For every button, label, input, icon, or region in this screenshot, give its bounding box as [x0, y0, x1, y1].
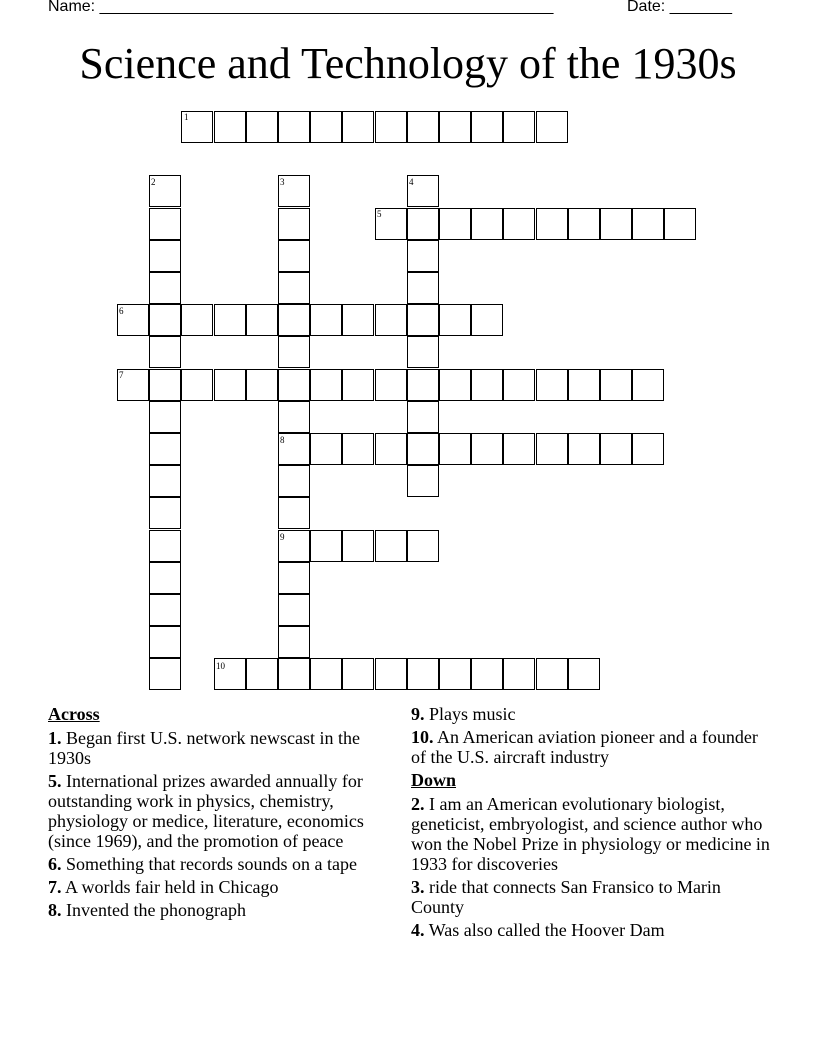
clue-number-2: 2	[151, 177, 156, 187]
clue-across-1	[48, 728, 400, 768]
clue-number: 4.	[411, 920, 425, 940]
clue-text: I am an American evolutionary biologist, geneticist, embryologist, and science author who won the Nobel Prize in physiology or medicine in 1933 for discoveries	[411, 794, 770, 874]
grid-cell[interactable]	[278, 272, 310, 304]
grid-cell[interactable]	[246, 369, 278, 401]
grid-cell[interactable]	[278, 240, 310, 272]
grid-cell[interactable]	[278, 497, 310, 529]
grid-cell[interactable]	[278, 401, 310, 433]
clue-text: Was also called the Hoover Dam	[428, 920, 665, 940]
clue-number: 3.	[411, 877, 425, 897]
grid-cell[interactable]	[407, 240, 439, 272]
grid-cell[interactable]	[664, 208, 696, 240]
clue-down-3	[411, 877, 771, 917]
grid-cell[interactable]	[471, 304, 503, 336]
clue-text: Invented the phonograph	[66, 900, 246, 920]
clue-number-7: 7	[119, 370, 124, 380]
grid-cell[interactable]	[375, 658, 407, 690]
grid-cell[interactable]	[503, 111, 535, 143]
grid-cell[interactable]	[246, 658, 278, 690]
grid-cell[interactable]	[439, 658, 471, 690]
clue-text: Something that records sounds on a tape	[66, 854, 357, 874]
grid-cell[interactable]	[632, 433, 664, 465]
clue-across-10	[411, 727, 771, 767]
grid-cell[interactable]	[214, 111, 246, 143]
grid-cell[interactable]	[471, 433, 503, 465]
grid-cell[interactable]	[278, 626, 310, 658]
grid-cell[interactable]	[149, 658, 181, 690]
grid-cell[interactable]	[375, 304, 407, 336]
grid-cell[interactable]	[278, 658, 310, 690]
grid-cell[interactable]	[471, 111, 503, 143]
grid-cell[interactable]	[181, 304, 213, 336]
right-clues-column	[411, 704, 771, 943]
grid-cell[interactable]	[342, 658, 374, 690]
clue-down-2	[411, 794, 771, 874]
grid-cell[interactable]	[149, 304, 181, 336]
clue-number: 9.	[411, 704, 425, 724]
grid-cell[interactable]	[278, 336, 310, 368]
grid-cell[interactable]	[246, 111, 278, 143]
grid-cell[interactable]	[342, 369, 374, 401]
grid-cell[interactable]	[568, 658, 600, 690]
clue-number-6: 6	[119, 306, 124, 316]
grid-cell[interactable]	[310, 433, 342, 465]
grid-cell[interactable]	[407, 401, 439, 433]
clue-number: 10.	[411, 727, 434, 747]
grid-cell[interactable]	[600, 369, 632, 401]
clue-number-10: 10	[216, 661, 225, 671]
grid-cell[interactable]	[342, 111, 374, 143]
grid-cell[interactable]	[439, 369, 471, 401]
clue-number-5: 5	[377, 209, 382, 219]
grid-cell[interactable]	[214, 369, 246, 401]
grid-cell[interactable]	[632, 369, 664, 401]
clue-number: 8.	[48, 900, 62, 920]
grid-cell[interactable]	[149, 401, 181, 433]
clue-number: 2.	[411, 794, 425, 814]
grid-cell[interactable]	[278, 562, 310, 594]
clue-number: 6.	[48, 854, 62, 874]
down-heading: Down	[411, 770, 457, 790]
grid-cell[interactable]	[439, 433, 471, 465]
clue-number-4: 4	[409, 177, 414, 187]
clue-across-5	[48, 771, 400, 851]
clue-across-7	[48, 877, 400, 897]
grid-cell[interactable]	[278, 304, 310, 336]
grid-cell[interactable]	[600, 208, 632, 240]
clue-text: An American aviation pioneer and a founder of the U.S. aircraft industry	[411, 727, 758, 767]
clue-across-8	[48, 900, 400, 920]
clue-across-6	[48, 854, 400, 874]
date-field: Date: _______	[627, 0, 732, 15]
grid-cell[interactable]	[407, 336, 439, 368]
clue-text: A worlds fair held in Chicago	[65, 877, 279, 897]
grid-cell[interactable]	[342, 433, 374, 465]
grid-cell[interactable]	[471, 369, 503, 401]
grid-cell[interactable]	[310, 369, 342, 401]
grid-cell[interactable]	[407, 304, 439, 336]
clue-number-3: 3	[280, 177, 285, 187]
grid-cell[interactable]	[536, 433, 568, 465]
grid-cell[interactable]	[568, 433, 600, 465]
grid-cell[interactable]	[503, 369, 535, 401]
grid-cell[interactable]	[407, 369, 439, 401]
clue-number-9: 9	[280, 532, 285, 542]
grid-cell[interactable]	[407, 530, 439, 562]
grid-cell[interactable]	[149, 272, 181, 304]
across-clues	[48, 704, 400, 923]
grid-cell[interactable]	[278, 208, 310, 240]
grid-cell[interactable]	[214, 304, 246, 336]
clue-text: Plays music	[429, 704, 516, 724]
grid-cell[interactable]	[375, 433, 407, 465]
grid-cell[interactable]	[310, 658, 342, 690]
grid-cell[interactable]	[471, 208, 503, 240]
grid-cell[interactable]	[536, 658, 568, 690]
clue-number: 5.	[48, 771, 62, 791]
grid-cell[interactable]	[536, 369, 568, 401]
grid-cell[interactable]	[632, 208, 664, 240]
grid-cell[interactable]	[149, 626, 181, 658]
clue-across-9	[411, 704, 771, 724]
grid-cell[interactable]	[407, 465, 439, 497]
grid-cell[interactable]	[149, 240, 181, 272]
clue-text: ride that connects San Fransico to Marin County	[411, 877, 721, 917]
page-title: Science and Technology of the 1930s	[79, 39, 737, 88]
grid-cell[interactable]	[375, 530, 407, 562]
grid-cell[interactable]	[536, 208, 568, 240]
grid-cell[interactable]	[149, 530, 181, 562]
grid-cell[interactable]	[342, 530, 374, 562]
clue-number-1: 1	[184, 112, 189, 122]
grid-cell[interactable]	[149, 594, 181, 626]
grid-cell[interactable]	[278, 594, 310, 626]
grid-cell[interactable]	[407, 658, 439, 690]
clue-text: International prizes awarded annually for outstanding work in physics, chemistry, physiology or medice, literature, economics (since 1969), and the promotion of peace	[48, 771, 364, 851]
grid-cell[interactable]	[181, 369, 213, 401]
grid-cell[interactable]	[375, 369, 407, 401]
grid-cell[interactable]	[310, 304, 342, 336]
grid-cell[interactable]	[471, 658, 503, 690]
grid-cell[interactable]	[149, 465, 181, 497]
grid-cell[interactable]	[375, 111, 407, 143]
across-heading: Across	[48, 704, 100, 724]
grid-cell[interactable]	[536, 111, 568, 143]
clue-text: Began first U.S. network newscast in the 1930s	[48, 728, 360, 768]
grid-cell[interactable]	[600, 433, 632, 465]
grid-cell[interactable]	[407, 433, 439, 465]
grid-cell[interactable]	[439, 304, 471, 336]
grid-cell[interactable]	[149, 208, 181, 240]
grid-cell[interactable]	[149, 369, 181, 401]
grid-cell[interactable]	[568, 369, 600, 401]
grid-cell[interactable]	[439, 208, 471, 240]
grid-cell[interactable]	[246, 304, 278, 336]
grid-cell[interactable]	[278, 111, 310, 143]
grid-cell[interactable]	[149, 497, 181, 529]
clue-number: 1.	[48, 728, 62, 748]
grid-cell[interactable]	[149, 433, 181, 465]
grid-cell[interactable]	[407, 272, 439, 304]
grid-cell[interactable]	[278, 369, 310, 401]
grid-cell[interactable]	[503, 658, 535, 690]
grid-cell[interactable]	[278, 465, 310, 497]
grid-cell[interactable]	[407, 111, 439, 143]
clue-number-8: 8	[280, 435, 285, 445]
clue-down-4	[411, 920, 771, 940]
grid-cell[interactable]	[310, 530, 342, 562]
grid-cell[interactable]	[439, 111, 471, 143]
clue-number: 7.	[48, 877, 62, 897]
name-field: Name: ___________________________________________________	[48, 0, 554, 15]
grid-cell[interactable]	[503, 208, 535, 240]
grid-cell[interactable]	[310, 111, 342, 143]
grid-cell[interactable]	[342, 304, 374, 336]
grid-cell[interactable]	[407, 208, 439, 240]
grid-cell[interactable]	[568, 208, 600, 240]
grid-cell[interactable]	[149, 336, 181, 368]
grid-cell[interactable]	[503, 433, 535, 465]
grid-cell[interactable]	[149, 562, 181, 594]
